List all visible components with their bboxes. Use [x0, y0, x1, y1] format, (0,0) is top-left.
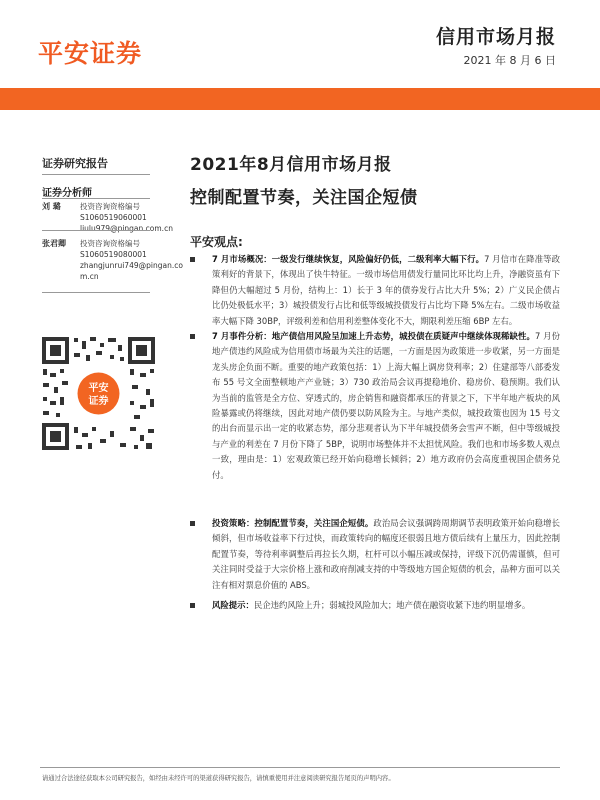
report-date: 2021 年 8 月 6 日 [463, 54, 556, 67]
section-heading: 平安观点: [190, 235, 243, 249]
qr-label-bottom: 证券 [88, 396, 109, 407]
analyst-email[interactable]: liulu979@pingan.com.cn [80, 224, 173, 233]
bullet-lead: 风险提示： [212, 600, 254, 610]
sidebar-title: 证券研究报告 [42, 157, 108, 170]
bullet-square-icon [190, 521, 195, 526]
analysts-heading: 证券分析师 [42, 188, 92, 199]
report-title: 2021年8月信用市场月报 [190, 155, 392, 175]
list-item [190, 516, 560, 593]
bullet-body: 7 月信市在降准等政策利好的背景下，体现出了快牛特征。一级市场信用债发行量同比环比均上升，净融资虽有下降但仍大幅超过 5 月份，结构上：1）长于 3 年的债券发行占比大升 5%；2）广义民企债占比仍处极低水平；3）城投债发行占比和低等级城投债发行占比均下降 5%左右。二级市场收益率大幅下降 30BP，评级利差和信用利差整体变化不大，期限利差压缩 6BP 左右。 [212, 254, 560, 326]
qr-code-image [40, 335, 157, 452]
license-label: 投资咨询资格编号 [80, 202, 140, 211]
bullet-square-icon [190, 257, 195, 262]
header-band [0, 88, 600, 110]
license-label: 投资咨询资格编号 [80, 239, 140, 248]
analyst-info [80, 238, 195, 282]
license-number: S1060519060001 [80, 213, 147, 222]
divider [42, 198, 150, 199]
bullet-lead: 投资策略：控制配置节奏，关注国企短债。 [212, 518, 374, 528]
analyst-name: 张君卿 [42, 239, 66, 248]
bullet-square-icon [190, 334, 195, 339]
bullet-body: 政治局会议强调跨周期调节表明政策开始向稳增长倾斜，但市场收益率下行过快，而政策转向的幅度还很弱且地方债后续有上量压力，因此控制配置节奏，等待利率调整后再拉长久期，杠杆可以小幅压减或保持，评级下沉仍需谨慎，但可关注同时受益于大宗价格上涨和政府削减支持的中等级地方国企短债的机会，品种方面可以关注有相对票息价值的 ABS。 [212, 518, 561, 590]
list-item [190, 329, 560, 483]
bullet-square-icon [190, 603, 195, 608]
bullet-lead: 7 月市场概况：一级发行继续恢复，风险偏好仍低，二级利率大幅下行。 [212, 254, 485, 264]
divider [42, 292, 150, 293]
footer-disclaimer: 请通过合法途径获取本公司研究报告，如经由未经许可的渠道获得研究报告，请慎重使用并注意阅读研究报告尾页的声明内容。 [42, 775, 395, 782]
footer-divider [40, 767, 560, 768]
report-subtitle: 控制配置节奏，关注国企短债 [190, 188, 418, 208]
report-type: 信用市场月报 [435, 26, 556, 48]
qr-code-icon [40, 335, 157, 452]
bullet-lead: 7 月事件分析：地产债信用风险呈加速上升态势，城投债在质疑声中继续体现稀缺性。 [212, 331, 536, 341]
divider [42, 230, 150, 231]
brand-logo: 平安证券 [38, 39, 143, 68]
qr-label-top: 平安 [88, 383, 109, 394]
list-item [190, 252, 560, 329]
analyst-email[interactable]: zhangjunrui749@pingan.co m.cn [80, 261, 183, 281]
bullet-body: 民企违约风险上升；弱城投风险加大；地产债在融资收紧下违约明显增多。 [253, 600, 531, 610]
list-item [190, 598, 530, 613]
bullet-body: 7 月份地产债违约风险成为信用债市场最为关注的话题，一方面是因为政策进一步收紧，另一方面是龙头房企负面不断。重要的地产政策包括：1）上海大幅上调房贷利率；2）住建部等八部委发布 55 号文全面整顿地产产业链；3）730 政治局会议再提稳地价、稳房价、稳预期。我们认为当前的监管是全方位、穿透式的，房企销售和融资都承压的背景之下，下半年地产板块的风险暴露或仍将继续，因此对地产债仍要以防风险为主。与地产类似，城投政策也因为 15 号文的出台而显示出一定的收紧态势，部分悲观者认为下半年城投债务会雪声不断，但中等级城投与产业的利差在 7 月份下降了 5BP，说明市场整体并不太担忧风险。我们也和市场多数人观点一致，理由是：1）宏观政策已经开始向稳增长倾斜；2）地方政府仍会高度重视国企债务兑付。 [212, 331, 560, 480]
license-number: S1060519080001 [80, 250, 147, 259]
divider [42, 174, 150, 175]
analyst-name: 刘 璐 [42, 202, 61, 211]
